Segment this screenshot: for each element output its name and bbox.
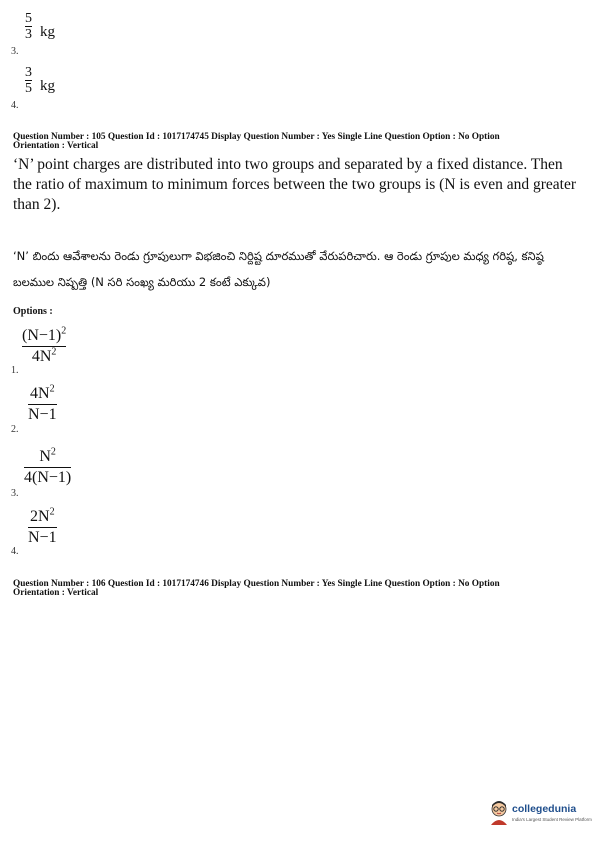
- fraction: [22, 327, 66, 366]
- question-orientation: Orientation : Vertical: [13, 141, 99, 151]
- question-header: Question Number : 106 Question Id : 1017174746 Display Question Number : Yes Single Line Question Option : No Option: [13, 579, 500, 589]
- fraction: [24, 448, 71, 487]
- denominator: N−1: [28, 529, 57, 546]
- fraction-bar: [28, 527, 57, 528]
- fraction-bar: [28, 404, 57, 405]
- numerator: $(N-1)^2$: [22, 325, 67, 344]
- fraction-bar: [24, 467, 71, 468]
- option-number: 3.: [11, 488, 19, 499]
- unit: kg: [40, 24, 55, 40]
- question-header: Question Number : 105 Question Id : 1017174745 Display Question Number : Yes Single Line Question Option : No Option: [13, 132, 500, 142]
- numerator: $N^2$: [39, 446, 56, 465]
- question-orientation: Orientation : Vertical: [13, 588, 99, 598]
- denominator: $4N^2$: [31, 346, 57, 365]
- options-label: Options :: [13, 306, 53, 317]
- option-number: 2.: [11, 424, 19, 435]
- denominator: 3: [25, 27, 32, 42]
- question-text-telugu: ‘N’ బిందు ఆవేశాలను రెండు గ్రూపులుగా విభజించి నిర్దిష్ట దూరముతో వేరుపరిచారు. ఆ రెండు గ్రూపుల మధ్య గరిష్ఠ, కనిష్ఠ బలముల నిష్పత్తి (N సరి సంఖ్య మరియు 2 కంటే ఎక్కువ): [13, 249, 544, 289]
- numerator: $4N^2$: [30, 383, 55, 402]
- numerator: $2N^2$: [30, 506, 55, 525]
- option-number: 4.: [11, 100, 19, 111]
- numerator: 3: [25, 65, 32, 80]
- question-text-english: ‘N’ point charges are distributed into two groups and separated by a fixed distance. Then the ratio of maximum to minimum forces between the two groups is (N is even and greater than 2).: [13, 156, 577, 213]
- student-mascot-icon: [488, 799, 510, 825]
- option-number: 4.: [11, 546, 19, 557]
- fraction: [25, 12, 32, 41]
- denominator: 4(N−1): [24, 469, 72, 486]
- option-number: 3.: [11, 46, 19, 57]
- fraction: [28, 508, 57, 547]
- option-number: 1.: [11, 365, 19, 376]
- denominator: 5: [25, 81, 32, 96]
- logo-tagline: India's Largest Student Review Platform: [512, 817, 592, 822]
- unit: kg: [40, 78, 55, 94]
- logo-brand: collegedunia: [512, 803, 577, 815]
- fraction: [28, 385, 57, 424]
- numerator: 5: [25, 11, 32, 26]
- fraction: [25, 66, 32, 95]
- collegedunia-logo: [488, 799, 592, 827]
- denominator: N−1: [28, 406, 57, 423]
- fraction-bar: [22, 346, 66, 347]
